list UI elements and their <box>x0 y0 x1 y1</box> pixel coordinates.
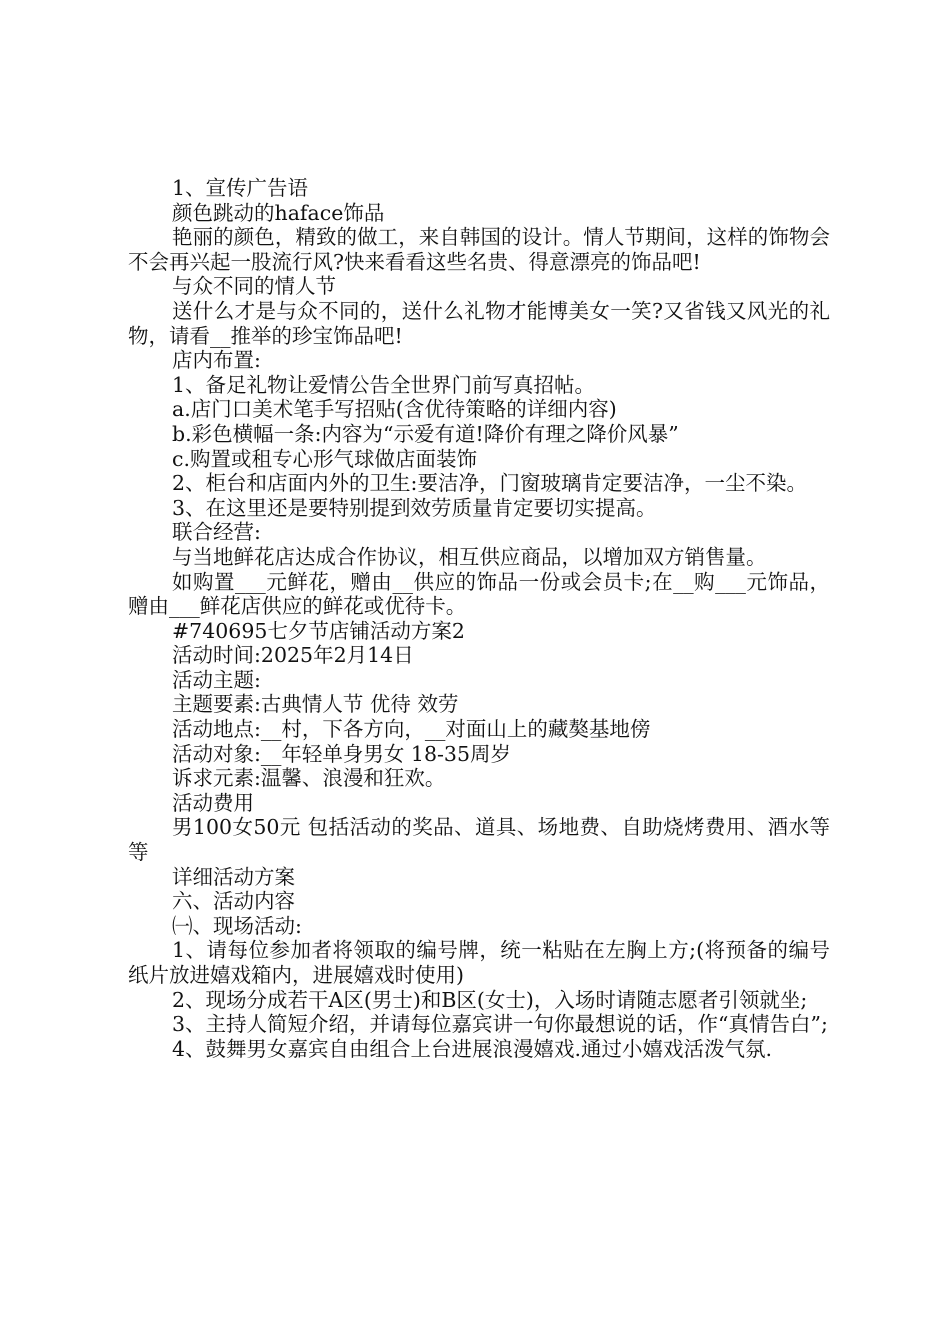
paragraph: 送什么才是与众不同的，送什么礼物才能博美女一笑?又省钱又风光的礼物，请看__推举的珍宝饰品吧! <box>128 298 830 348</box>
paragraph: 如购置___元鲜花，赠由__供应的饰品一份或会员卡;在__购___元饰品，赠由___鲜花店供应的鲜花或优待卡。 <box>128 569 830 619</box>
paragraph: 与众不同的情人节 <box>172 274 336 299</box>
paragraph: a.店门口美术笔手写招贴(含优待策略的详细内容) <box>172 397 617 422</box>
document-page <box>128 176 830 1061</box>
paragraph: 3、主持人简短介绍，并请每位嘉宾讲一句你最想说的话，作“真情告白”; <box>172 1012 828 1037</box>
paragraph: b.彩色横幅一条:内容为“示爱有道!降价有理之降价风暴” <box>172 421 679 446</box>
paragraph: 颜色跳动的haface饰品 <box>172 200 385 225</box>
paragraph: #740695七夕节店铺活动方案2 <box>172 618 465 643</box>
paragraph: 男100女50元 包括活动的奖品、道具、场地费、自助烧烤费用、酒水等等 <box>128 815 830 865</box>
paragraph: ㈠、现场活动: <box>172 913 302 938</box>
paragraph: 活动费用 <box>172 790 254 815</box>
paragraph: 活动对象:__年轻单身男女 18-35周岁 <box>172 741 512 766</box>
paragraph: 诉求元素:温馨、浪漫和狂欢。 <box>172 766 446 791</box>
paragraph: 与当地鲜花店达成合作协议，相互供应商品，以增加双方销售量。 <box>172 544 767 569</box>
paragraph: 六、活动内容 <box>172 889 295 914</box>
paragraph: 4、鼓舞男女嘉宾自由组合上台进展浪漫嬉戏.通过小嬉戏活泼气氛. <box>172 1036 773 1061</box>
paragraph: 活动时间:2025年2月14日 <box>172 643 414 668</box>
paragraph: 详细活动方案 <box>172 864 295 889</box>
paragraph: 1、备足礼物让爱情公告全世界门前写真招帖。 <box>172 372 596 397</box>
paragraph: 活动地点:__村，下各方向，__对面山上的藏獒基地傍 <box>172 717 651 742</box>
paragraph: 活动主题: <box>172 667 261 692</box>
paragraph: 艳丽的颜色，精致的做工，来自韩国的设计。情人节期间，这样的饰物会不会再兴起一股流行风?快来看看这些名贵、得意漂亮的饰品吧! <box>128 225 830 274</box>
paragraph: 2、柜台和店面内外的卫生:要洁净，门窗玻璃肯定要洁净，一尘不染。 <box>172 471 807 496</box>
paragraph: 3、在这里还是要特别提到效劳质量肯定要切实提高。 <box>172 495 657 520</box>
paragraph: 店内布置: <box>172 348 261 373</box>
paragraph: 1、宣传广告语 <box>172 176 309 200</box>
paragraph: 2、现场分成若干A区(男士)和B区(女士)，入场时请随志愿者引领就坐; <box>172 987 808 1012</box>
paragraph: 联合经营: <box>172 520 261 545</box>
paragraph: c.购置或租专心形气球做店面装饰 <box>172 446 477 471</box>
paragraph: 主题要素:古典情人节 优待 效劳 <box>172 692 459 717</box>
paragraph: 1、请每位参加者将领取的编号牌，统一粘贴在左胸上方;(将预备的编号纸片放进嬉戏箱内，进展嬉戏时使用) <box>128 938 830 987</box>
